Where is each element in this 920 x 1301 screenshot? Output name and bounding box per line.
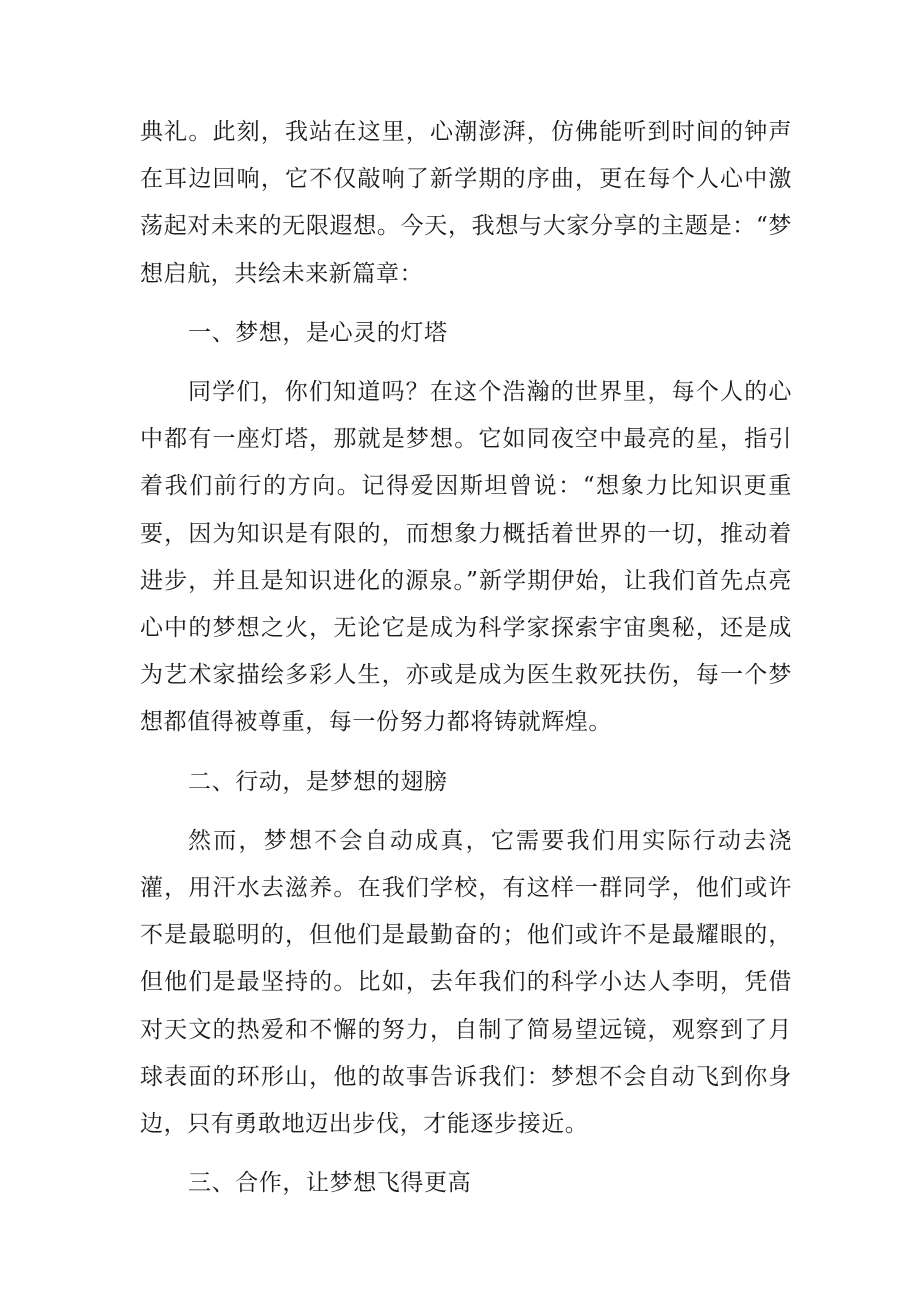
section-2-paragraph: 然而，梦想不会自动成真，它需要我们用实际行动去浇灌，用汗水去滋养。在我们学校，有这样一群同学，他们或许不是最聪明的，但他们是最勤奋的；他们或许不是最耀眼的，但他们是最坚持的。比如，去年我们的科学小达人李明，凭借对天文的热爱和不懈的努力，自制了简易望远镜，观察到了月球表面的环形山，他的故事告诉我们：梦想不会自动飞到你身边，只有勇敢地迈出步伐，才能逐步接近。	[140, 827, 792, 1138]
section-heading-3: 三、合作，让梦想飞得更高	[188, 1170, 472, 1197]
section-1-paragraph: 同学们，你们知道吗？在这个浩瀚的世界里，每个人的心中都有一座灯塔，那就是梦想。它如同夜空中最亮的星，指引着我们前行的方向。记得爱因斯坦曾说：“想象力比知识更重要，因为知识是有限的，而想象力概括着世界的一切，推动着进步，并且是知识进化的源泉。”新学期伊始，让我们首先点亮心中的梦想之火，无论它是成为科学家探索宇宙奥秘，还是成为艺术家描绘多彩人生，亦或是成为医生救死扶伤，每一个梦想都值得被尊重，每一份努力都将铸就辉煌。	[140, 379, 792, 736]
intro-paragraph: 典礼。此刻，我站在这里，心潮澎湃，仿佛能听到时间的钟声在耳边回响，它不仅敲响了新学期的序曲，更在每个人心中激荡起对未来的无限遐想。今天，我想与大家分享的主题是：“梦想启航，共绘未来新篇章：	[140, 119, 792, 287]
section-heading-2: 二、行动，是梦想的翅膀	[188, 768, 448, 795]
section-heading-1: 一、梦想，是心灵的灯塔	[188, 319, 448, 346]
document-body	[140, 109, 792, 1207]
